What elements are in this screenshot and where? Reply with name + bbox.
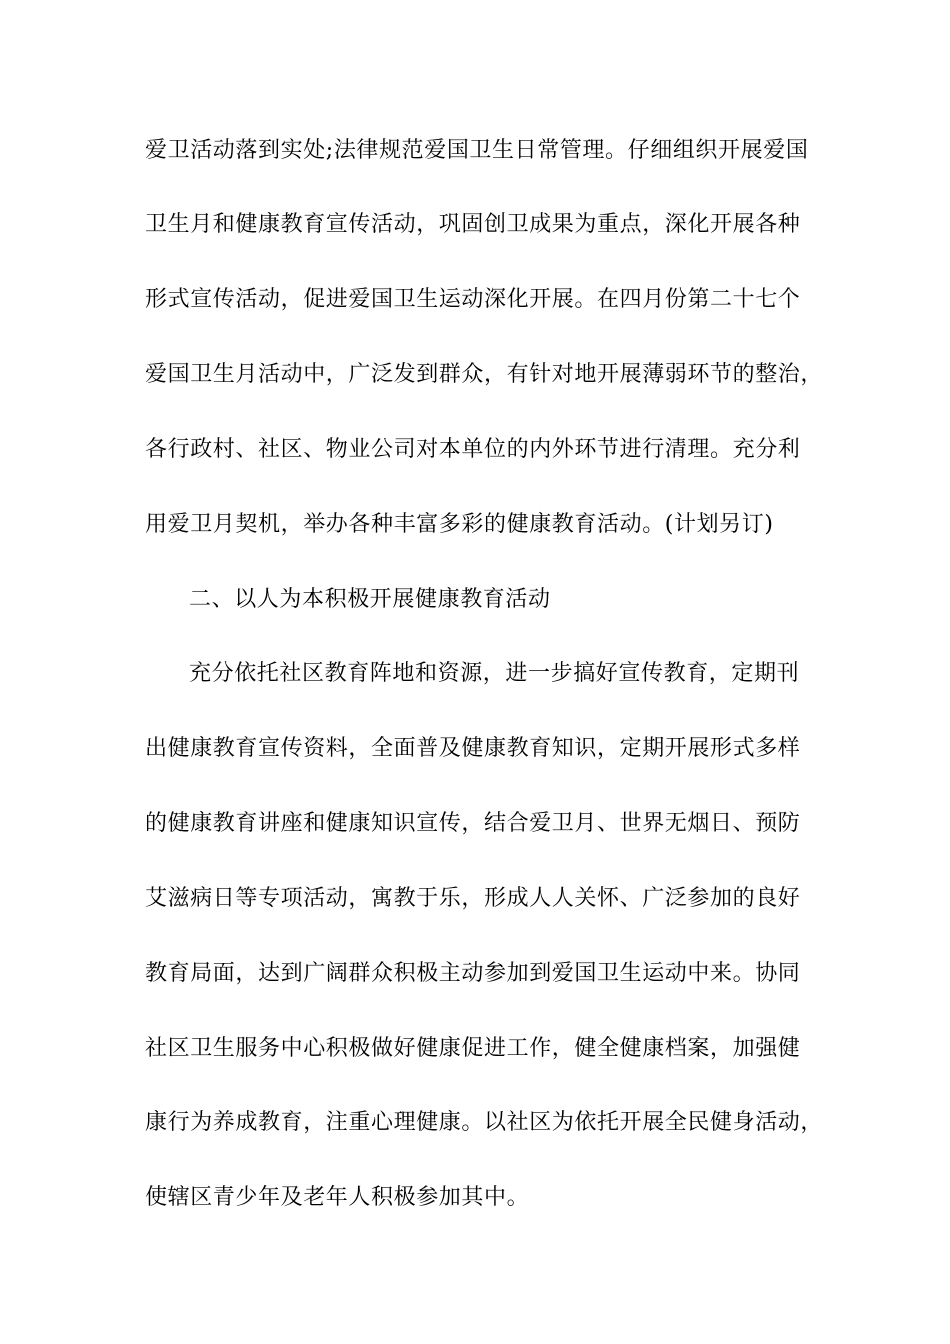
paragraph-line: 爱卫活动落到实处;法律规范爱国卫生日常管理。仔细组织开展爱国 — [145, 138, 809, 163]
paragraph-line: 各行政村、社区、物业公司对本单位的内外环节进行清理。充分利 — [145, 437, 801, 462]
paragraph-line: 使辖区青少年及老年人积极参加其中。 — [145, 1185, 530, 1210]
paragraph-line: 康行为养成教育，注重心理健康。以社区为依托开展全民健身活动， — [145, 1110, 824, 1135]
paragraph-line: 艾滋病日等专项活动，寓教于乐，形成人人关怀、广泛参加的良好 — [145, 886, 801, 911]
paragraph-line: 社区卫生服务中心积极做好健康促进工作，健全健康档案，加强健 — [145, 1036, 801, 1061]
section-heading: 二、以人为本积极开展健康教育活动 — [189, 587, 551, 612]
paragraph-line: 出健康教育宣传资料，全面普及健康教育知识，定期开展形式多样 — [145, 736, 801, 761]
paragraph-line: 形式宣传活动，促进爱国卫生运动深化开展。在四月份第二十七个 — [145, 287, 801, 312]
paragraph-line: 卫生月和健康教育宣传活动，巩固创卫成果为重点，深化开展各种 — [145, 212, 801, 237]
paragraph-line: 教育局面，达到广阔群众积极主动参加到爱国卫生运动中来。协同 — [145, 961, 801, 986]
paragraph-line: 爱国卫生月活动中，广泛发到群众，有针对地开展薄弱环节的整治， — [145, 362, 824, 387]
paragraph-line: 充分依托社区教育阵地和资源，进一步搞好宣传教育，定期刊 — [189, 661, 800, 686]
paragraph-line: 的健康教育讲座和健康知识宣传，结合爱卫月、世界无烟日、预防 — [145, 811, 801, 836]
paragraph-line: 用爱卫月契机，举办各种丰富多彩的健康教育活动。(计划另订) — [145, 512, 774, 537]
